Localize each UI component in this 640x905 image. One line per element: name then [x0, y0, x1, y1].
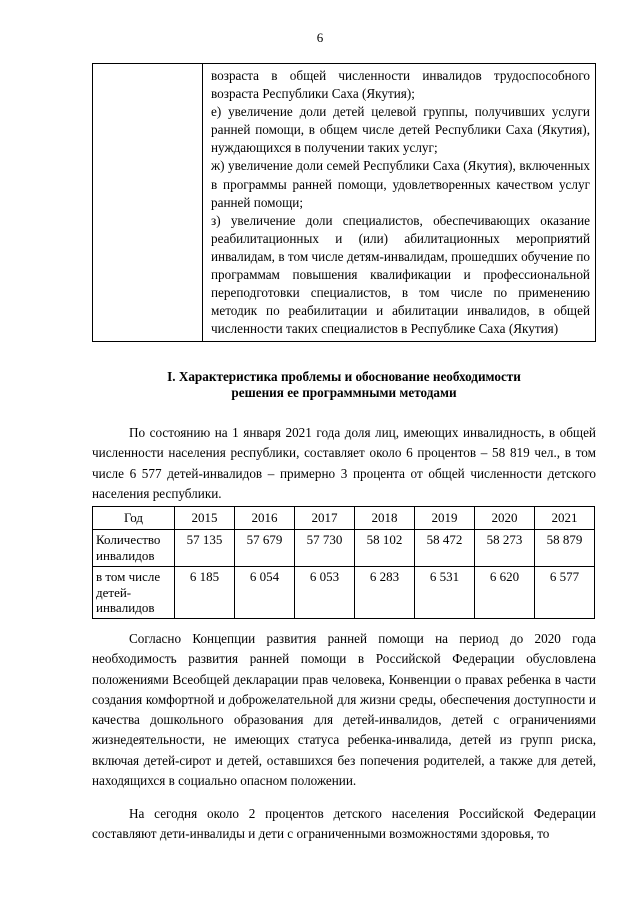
disability-statistics-table — [92, 506, 595, 619]
table-cell: 6 531 — [415, 567, 475, 619]
goals-item: е) увеличение доли детей целевой группы, получивших услуги ранней помощи, в общем числе детей Республики Саха (Якутия), нуждающихся в получении таких услуг; — [211, 104, 590, 156]
header-cell: 2021 — [535, 507, 595, 530]
table-cell: 58 273 — [475, 530, 535, 567]
paragraph-statistics: По состоянию на 1 января 2021 года доля лиц, имеющих инвалидность, в общей численности населения республики, составляет около 6 процентов – 58 819 чел., в том числе 6 577 детей-инвалидов – примерно 3 процента от общей численности детского населения республики. — [92, 425, 596, 501]
goals-table — [92, 63, 596, 342]
table-cell: 58 102 — [355, 530, 415, 567]
section-heading — [92, 369, 596, 401]
page-number: 6 — [316, 30, 324, 45]
goals-item: возраста в общей численности инвалидов трудоспособного возраста Республики Саха (Якутия); — [211, 68, 590, 102]
table-cell: 58 472 — [415, 530, 475, 567]
row-label: Количество инвалидов — [93, 530, 175, 567]
header-cell: 2018 — [355, 507, 415, 530]
table-cell: 6 053 — [295, 567, 355, 619]
table-cell: 57 730 — [295, 530, 355, 567]
goals-item: ж) увеличение доли семей Республики Саха (Якутия), включенных в программы ранней помощи, удовлетворенных качеством услуг ранней помощи; — [211, 158, 590, 210]
header-cell: 2020 — [475, 507, 535, 530]
table-cell: 6 620 — [475, 567, 535, 619]
table-row — [93, 567, 595, 619]
header-cell: 2019 — [415, 507, 475, 530]
table-cell: 6 283 — [355, 567, 415, 619]
paragraph-today: На сегодня около 2 процентов детского населения Российской Федерации составляют дети-инвалиды и дети с ограниченными возможностями здоровья, то — [92, 806, 596, 842]
table-cell: 57 679 — [235, 530, 295, 567]
table-cell: 6 185 — [175, 567, 235, 619]
table-row — [93, 530, 595, 567]
goals-table-text-cell — [203, 64, 596, 342]
header-cell: 2015 — [175, 507, 235, 530]
paragraph-concept: Согласно Концепции развития ранней помощи на период до 2020 года необходимость развития ранней помощи в Российской Федерации обусловлена положениями Всеобщей декларации прав человека, Конвенции о правах ребенка в части создания комфортной и доброжелательной для жизни среды, обеспечения доступности и качества дошкольного образования для детей-инвалидов, детей с ограничениями жизнедеятельности, не имеющих статуса ребенка-инвалида, детей из групп риска, включая детей-сирот и детей, оставшихся без попечения родителей, а также для детей, находящихся в социально опасном положении. — [92, 631, 596, 789]
header-cell: 2017 — [295, 507, 355, 530]
table-cell: 6 054 — [235, 567, 295, 619]
row-label: в том числе детей-инвалидов — [93, 567, 175, 619]
goals-item: з) увеличение доли специалистов, обеспечивающих оказание реабилитационных и (или) абилитационных мероприятий инвалидам, в том числе детям-инвалидам, прошедших обучение по программам повышения квалификации и профессиональной переподготовки специалистов, в том числе по применению методик по реабилитации и абилитации инвалидов, в общей численности таких специалистов в Республике Саха (Якутия) — [211, 212, 590, 337]
section-heading-line: решения ее программными методами — [231, 385, 457, 400]
table-cell: 57 135 — [175, 530, 235, 567]
header-cell: 2016 — [235, 507, 295, 530]
section-heading-line: I. Характеристика проблемы и обоснование необходимости — [167, 369, 521, 384]
table-cell: 58 879 — [535, 530, 595, 567]
goals-table-empty-cell — [93, 64, 203, 342]
header-cell: Год — [93, 507, 175, 530]
table-header-row — [93, 507, 595, 530]
table-cell: 6 577 — [535, 567, 595, 619]
